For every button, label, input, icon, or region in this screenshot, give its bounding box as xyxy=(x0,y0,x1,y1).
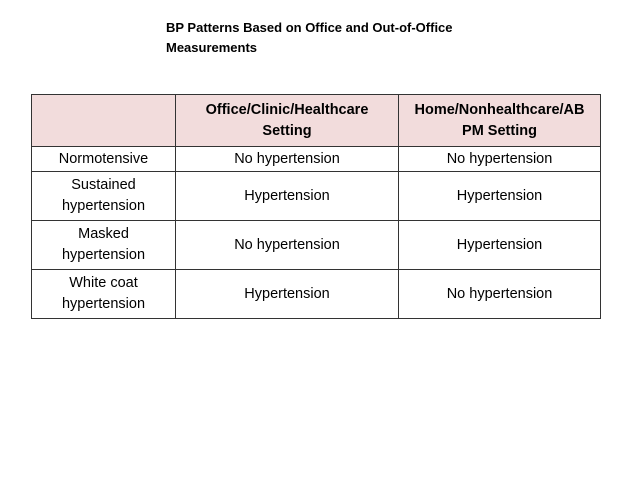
header-office-line-2: Setting xyxy=(262,122,312,139)
row-label-cell xyxy=(32,147,176,172)
table-row xyxy=(32,270,601,319)
header-cell-home xyxy=(399,95,601,147)
row-label-cell xyxy=(32,221,176,270)
table-row xyxy=(32,172,601,221)
office-cell: No hypertension xyxy=(176,221,399,270)
row-label-line-2: hypertension xyxy=(61,296,146,312)
header-home-line-1: Home/Nonhealthcare/AB xyxy=(414,101,585,118)
office-cell: Hypertension xyxy=(176,172,399,221)
bp-patterns-table xyxy=(31,94,601,319)
home-cell: Hypertension xyxy=(399,172,601,221)
table-header-row xyxy=(32,95,601,147)
home-cell: No hypertension xyxy=(399,270,601,319)
table-row xyxy=(32,221,601,270)
header-cell-office xyxy=(176,95,399,147)
title-line-2: Measurements xyxy=(166,40,258,55)
home-cell: No hypertension xyxy=(399,147,601,172)
page-title xyxy=(166,18,506,58)
header-home-line-2: PM Setting xyxy=(462,122,537,139)
row-label-line-2: hypertension xyxy=(61,247,146,263)
table-row xyxy=(32,147,601,172)
header-office-line-1: Office/Clinic/Healthcare xyxy=(205,101,369,118)
row-label-line-1: Masked xyxy=(78,226,129,242)
row-label-cell xyxy=(32,270,176,319)
row-label-cell xyxy=(32,172,176,221)
row-label-line-1: Normotensive xyxy=(58,150,149,167)
row-label-line-1: Sustained xyxy=(71,177,136,193)
row-label-line-1: White coat xyxy=(69,275,138,291)
title-line-1: BP Patterns Based on Office and Out-of-Office xyxy=(166,20,453,35)
header-cell-empty xyxy=(32,95,176,147)
office-cell: Hypertension xyxy=(176,270,399,319)
office-cell: No hypertension xyxy=(176,147,399,172)
row-label-line-2: hypertension xyxy=(61,198,146,214)
home-cell: Hypertension xyxy=(399,221,601,270)
